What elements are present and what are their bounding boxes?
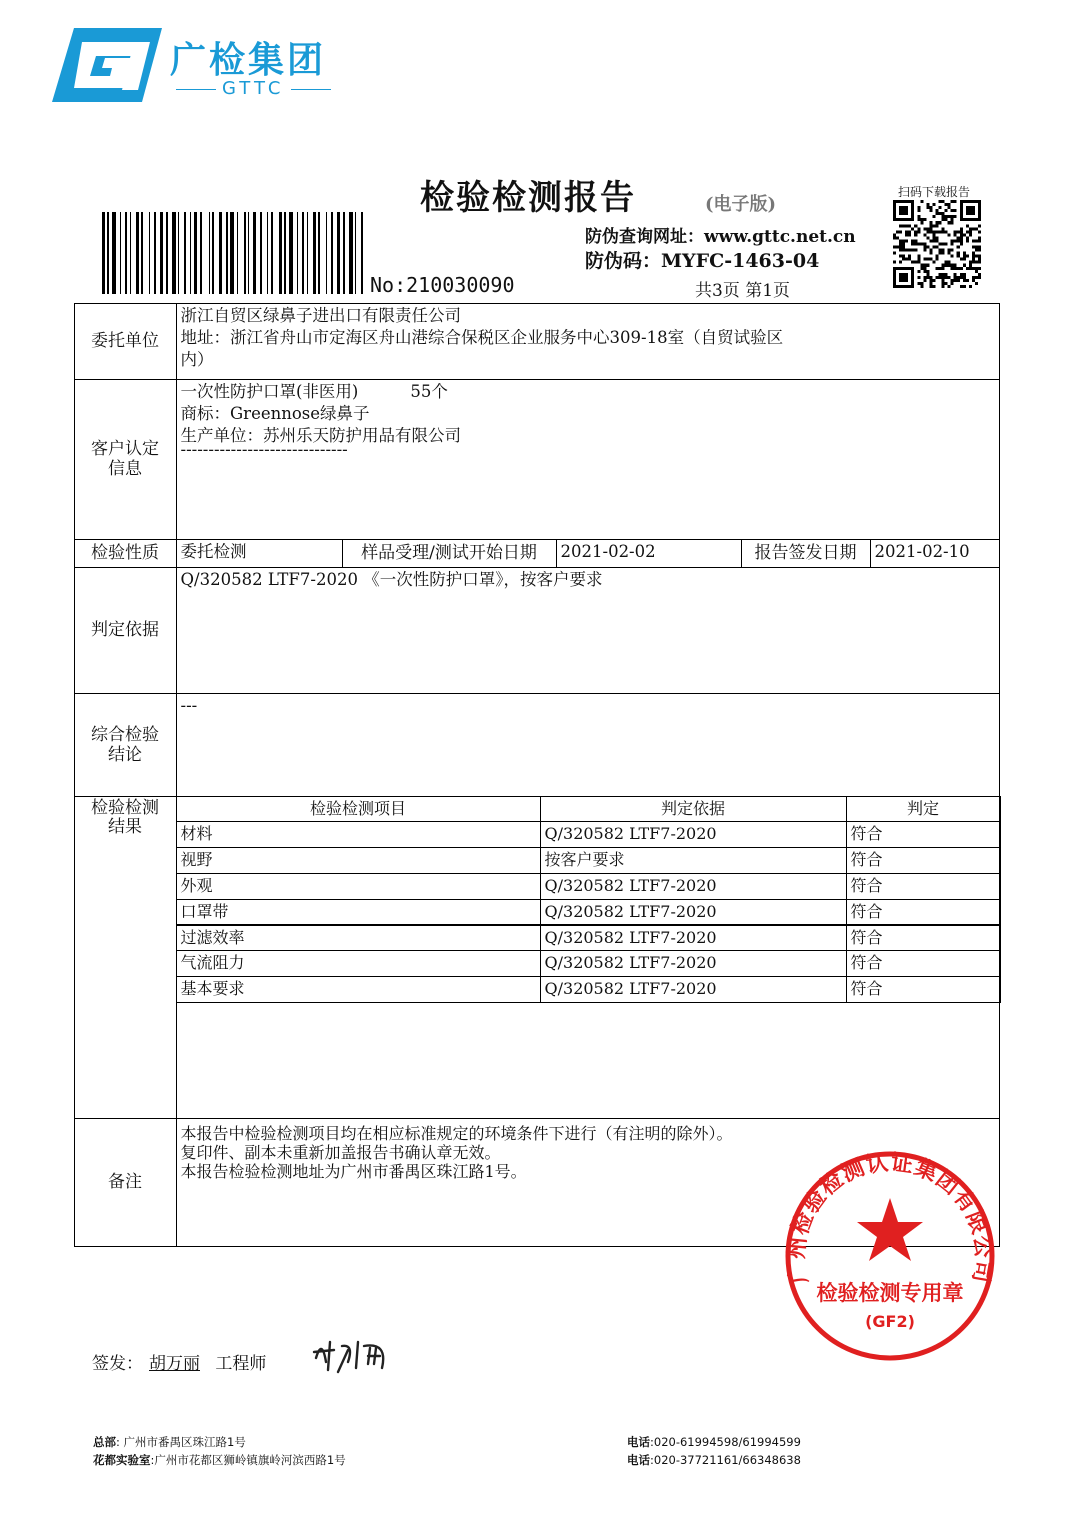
results-row-item: 过滤效率 [176, 925, 541, 952]
results-row-basis: 按客户要求 [540, 847, 847, 874]
results-row-item: 材料 [176, 821, 541, 848]
signer [92, 1349, 266, 1374]
brand-sub: GTTC [170, 78, 337, 99]
conclusion-label: 综合检验 结论 [74, 693, 177, 797]
results-row-basis: Q/320582 LTF7-2020 [540, 925, 847, 952]
footer-hq: 总部: 广州市番禺区珠江路1号 [93, 1435, 246, 1449]
results-header-cell: 检验检测项目 [176, 796, 541, 823]
results-row-verdict: 符合 [846, 976, 1001, 1003]
product-line: 一次性防护口罩(非医用) 55个 [180, 381, 448, 401]
svg-text:检验检测专用章: 检验检测专用章 [816, 1281, 964, 1305]
remarks-label: 备注 [74, 1118, 177, 1247]
client-address-line1: 地址：浙江省舟山市定海区舟山港综合保税区企业服务中心309-18室（自贸试验区 [180, 327, 784, 347]
results-row-verdict: 符合 [846, 899, 1001, 926]
brand-name: 广检集团 [170, 40, 327, 81]
results-row-item: 外观 [176, 873, 541, 900]
page-info: 共3页 第1页 [695, 281, 791, 301]
results-header-cell: 判定依据 [540, 796, 847, 823]
results-row-item: 气流阻力 [176, 950, 541, 977]
results-row-basis: Q/320582 LTF7-2020 [540, 950, 847, 977]
issue-date-value: 2021-02-10 [870, 539, 1000, 568]
official-seal-icon [784, 1150, 996, 1362]
svg-text:(GF2): (GF2) [865, 1312, 915, 1331]
basis-label: 判定依据 [74, 567, 177, 694]
footer-lab: 花都实验室:广州市花都区狮岭镇旗岭河滨西路1号 [93, 1453, 346, 1467]
results-label: 检验检测 结果 [74, 796, 177, 1119]
results-row-item: 口罩带 [176, 899, 541, 926]
results-row-verdict: 符合 [846, 873, 1001, 900]
issue-date-label: 报告签发日期 [741, 539, 871, 568]
qr-code-icon[interactable] [893, 200, 981, 288]
remark-line: 复印件、副本未重新加盖报告书确认章无效。 [180, 1142, 501, 1162]
remark-line: 本报告检验检测地址为广州市番禺区珠江路1号。 [180, 1161, 527, 1181]
barcode-icon [102, 212, 364, 294]
gttc-logo-icon [52, 28, 162, 102]
verify-url: 防伪查询网址：www.gttc.net.cn [585, 227, 856, 247]
results-row-verdict: 符合 [846, 821, 1001, 848]
customer-info-label: 客户认定 信息 [74, 379, 177, 540]
results-row-verdict: 符合 [846, 950, 1001, 977]
svg-text:广州检验检测认证集团有限公司: 广州检验检测认证集团有限公司 [784, 1150, 996, 1286]
footer-tel1: 电话:020-61994598/61994599 [627, 1435, 801, 1449]
results-row-verdict: 符合 [846, 925, 1001, 952]
verify-code: 防伪码：MYFC-1463-04 [585, 250, 820, 272]
client-cell [176, 303, 1000, 380]
results-row-basis: Q/320582 LTF7-2020 [540, 873, 847, 900]
client-label: 委托单位 [74, 303, 177, 380]
start-date-label: 样品受理/测试开始日期 [342, 539, 557, 568]
conclusion-value: --- [176, 693, 1000, 797]
report-title: 检验检测报告 [420, 178, 636, 218]
results-row-verdict: 符合 [846, 847, 1001, 874]
handwritten-signature-icon [308, 1328, 408, 1378]
inspection-type-label: 检验性质 [74, 539, 177, 568]
results-row-basis: Q/320582 LTF7-2020 [540, 976, 847, 1003]
client-name: 浙江自贸区绿鼻子进出口有限责任公司 [180, 305, 461, 325]
scan-download-label: 扫码下载报告 [898, 185, 971, 199]
customer-info-cell [176, 379, 1000, 540]
dash-line: ------------------------------ [180, 439, 348, 459]
signer-label: 签发： [92, 1354, 143, 1374]
results-header-cell: 判定 [846, 796, 1001, 823]
results-row-basis: Q/320582 LTF7-2020 [540, 899, 847, 926]
results-row-item: 基本要求 [176, 976, 541, 1003]
remark-line: 本报告中检验检测项目均在相应标准规定的环境条件下进行（有注明的除外）。 [180, 1123, 733, 1143]
manufacturer: 生产单位：苏州乐天防护用品有限公司 [180, 425, 461, 445]
results-row-item: 视野 [176, 847, 541, 874]
inspection-type-value: 委托检测 [176, 539, 343, 568]
trademark: 商标：Greennose绿鼻子 [180, 403, 370, 423]
basis-value: Q/320582 LTF7-2020 《一次性防护口罩》，按客户要求 [176, 567, 1000, 694]
signer-title: 工程师 [215, 1354, 267, 1374]
client-address-line2: 内） [180, 349, 214, 369]
start-date-value: 2021-02-02 [556, 539, 742, 568]
report-number: No:210030090 [370, 273, 515, 297]
signer-name: 胡万丽 [149, 1354, 200, 1374]
edition-label: (电子版) [705, 194, 777, 215]
footer-tel2: 电话:020-37721161/66348638 [627, 1453, 801, 1467]
results-row-basis: Q/320582 LTF7-2020 [540, 821, 847, 848]
